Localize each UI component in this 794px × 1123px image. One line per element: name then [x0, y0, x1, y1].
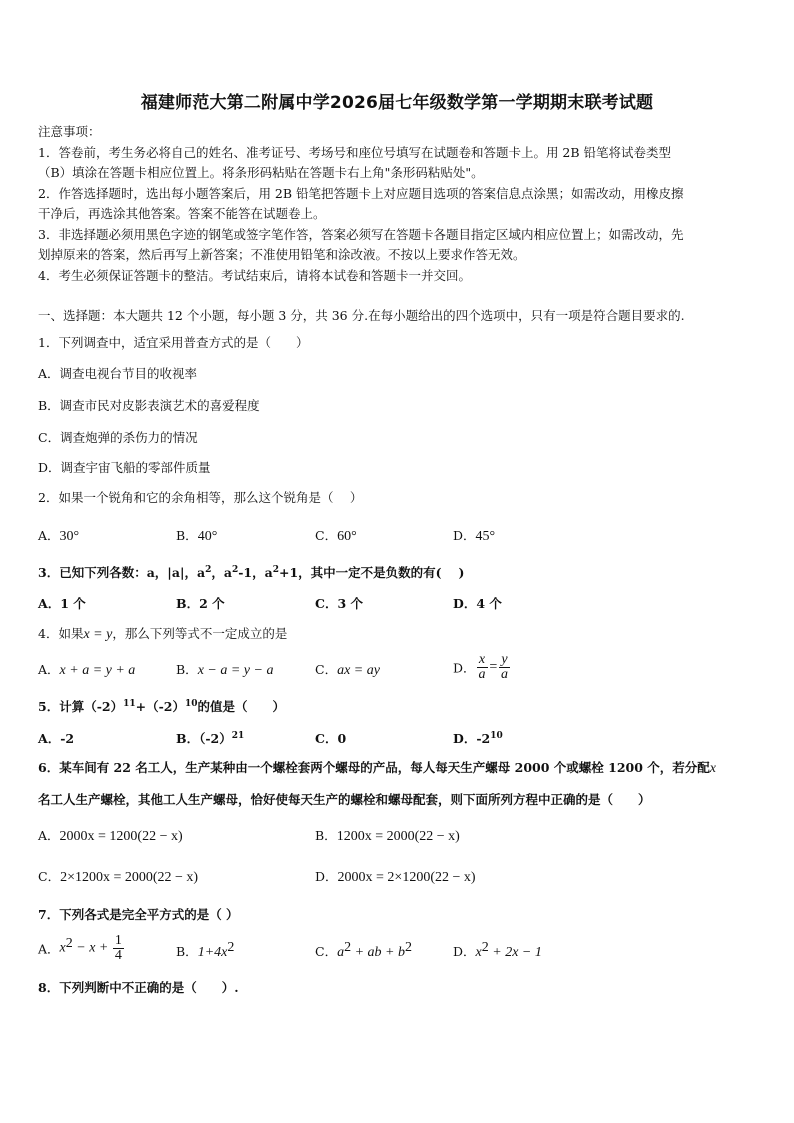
option-label: A． — [38, 662, 60, 677]
option-math: x − a = y − a — [197, 663, 274, 678]
question-4-option-a — [38, 660, 135, 679]
question-6-stem — [38, 754, 762, 813]
option-math: 2000x = 2×1200(22 − x) — [337, 870, 476, 885]
option-math: x — [59, 940, 66, 956]
question-2-option-b — [176, 526, 217, 545]
question-7-stem: 7．下列各式是完全平方式的是（ ） — [38, 907, 239, 922]
question-4-option-c — [315, 660, 380, 679]
stem-text: 的值是（ ） — [197, 699, 286, 714]
question-5-option-c: C．0 — [315, 731, 347, 746]
note-line: 划掉原来的答案，然后再写上新答案；不准使用铅笔和涂改液。不按以上要求作答无效。 — [38, 247, 526, 262]
question-6-option-a — [38, 826, 183, 845]
question-2-stem: 2．如果一个锐角和它的余角相等，那么这个锐角是（ ） — [38, 490, 363, 505]
option-math: x + a = y + a — [59, 663, 136, 678]
superscript: 2 — [227, 939, 235, 955]
option-math: 2×1200x = 2000(22 − x) — [60, 870, 199, 885]
option-label: C． — [315, 528, 338, 543]
fraction — [499, 653, 510, 682]
numerator: y — [499, 653, 510, 668]
note-line: 3．非选择题必须用黑色字迹的钢笔或签字笔作答，答案必须写在答题卡各题目指定区域内相应位置上；如需改动，先 — [38, 226, 684, 242]
stem-text: 3．已知下列各数：a，|a|，a — [38, 565, 206, 580]
option-math: 1200x = 2000(22 − x) — [336, 829, 460, 844]
option-math: 2000x = 1200(22 − x) — [59, 829, 183, 844]
fraction — [477, 653, 488, 682]
question-4-stem — [38, 624, 287, 643]
superscript: 2 — [344, 939, 352, 955]
question-5-stem — [38, 697, 285, 715]
note-line: （B）填涂在答题卡相应位置上。将条形码粘贴在答题卡右上角"条形码粘贴处"。 — [38, 165, 484, 180]
option-label: B． — [176, 944, 198, 959]
question-5-option-a: A．-2 — [38, 731, 75, 746]
option-value: 45° — [475, 529, 496, 544]
option-label: A． — [38, 528, 60, 543]
question-1-option-d: D．调查宇宙飞船的零部件质量 — [38, 460, 211, 475]
superscript: 2 — [65, 935, 73, 951]
option-label: C． — [315, 944, 338, 959]
superscript: 2 — [404, 939, 412, 955]
option-label: D． — [315, 869, 338, 884]
option-label: D． — [453, 660, 476, 676]
question-3-option-d: D．4 个 — [453, 596, 502, 611]
note-line: 4．考生必须保证答题卡的整洁。考试结束后，请将本试卷和答题卡一并交回。 — [38, 267, 471, 283]
option-value: 40° — [197, 529, 218, 544]
notes-block — [38, 122, 760, 286]
question-7-option-c — [315, 939, 412, 961]
numerator: 1 — [114, 933, 122, 948]
option-text: D．-2 — [453, 731, 491, 746]
question-1-stem: 1．下列调查中，适宜采用普查方式的是（ ） — [38, 335, 309, 350]
fraction — [113, 934, 124, 963]
question-7-option-d — [453, 939, 542, 961]
option-math: + ab + b — [351, 945, 405, 960]
denominator: 4 — [114, 948, 122, 963]
superscript: 2 — [205, 564, 212, 575]
option-math: + 2x − 1 — [488, 945, 542, 960]
option-math: a — [337, 945, 345, 960]
question-6-option-b — [315, 826, 460, 845]
numerator: x — [477, 653, 488, 668]
stem-text: 名工人生产螺栓，其他工人生产螺母，恰好使每天生产的螺栓和螺母配套，则下面所列方程中正确的是（ ） — [38, 792, 651, 807]
stem-text: +（-2） — [135, 699, 185, 714]
question-3-option-c: C．3 个 — [315, 596, 363, 611]
superscript: 11 — [123, 698, 136, 709]
question-4-option-d — [453, 653, 511, 682]
superscript: 2 — [481, 939, 489, 955]
stem-text: 5．计算（-2） — [38, 699, 124, 714]
option-value: 60° — [337, 529, 357, 544]
superscript: 10 — [490, 730, 503, 741]
superscript: 21 — [231, 730, 245, 741]
question-2-option-d — [453, 526, 495, 545]
question-3-option-b: B．2 个 — [176, 596, 225, 611]
stem-text: ，那么下列等式不一定成立的是 — [112, 626, 288, 641]
stem-text: +1，其中一定不是负数的有( ) — [279, 565, 465, 580]
option-label: D． — [453, 944, 476, 959]
section-heading: 一、选择题：本大题共 12 个小题，每小题 3 分，共 36 分.在每小题给出的四个选项中，只有一项是符合题目要求的. — [38, 308, 685, 323]
option-label: C． — [315, 662, 338, 677]
option-label: B． — [315, 828, 337, 843]
option-label: C． — [38, 869, 61, 884]
option-math: ax = ay — [337, 663, 380, 678]
note-line: 干净后，再选涂其他答案。答案不能答在试题卷上。 — [38, 206, 326, 221]
math-condition: x = y — [83, 627, 113, 642]
stem-text: 6．某车间有 22 名工人，生产某种由一个螺栓套两个螺母的产品，每人每天生产螺母 2000 个或螺栓 1200 个，若分配 — [38, 760, 710, 775]
question-6-option-c — [38, 867, 198, 886]
question-3-stem — [38, 563, 464, 581]
notes-heading: 注意事项： — [38, 124, 101, 139]
question-5-option-d — [453, 729, 503, 747]
question-3-option-a: A．1 个 — [38, 596, 86, 611]
option-math: x — [475, 945, 482, 960]
option-math: 1+4x — [197, 945, 228, 960]
option-label: D． — [453, 528, 476, 543]
stem-text: 4．如果 — [38, 626, 84, 641]
math-variable: x — [709, 761, 717, 776]
stem-text: ，a — [211, 565, 232, 580]
question-8-stem: 8．下列判断中不正确的是（ ）. — [38, 980, 239, 995]
question-5-option-b — [176, 729, 244, 747]
denominator: a — [478, 667, 486, 682]
option-value: 30° — [59, 529, 80, 544]
question-1-option-b: B．调查市民对皮影表演艺术的喜爱程度 — [38, 398, 260, 413]
option-label: B． — [176, 528, 198, 543]
question-1-option-c: C．调查炮弹的杀伤力的情况 — [38, 430, 198, 445]
question-7-option-b — [176, 939, 235, 961]
question-2-option-a — [38, 526, 79, 545]
stem-text: -1，a — [238, 565, 273, 580]
question-6-option-d — [315, 867, 476, 886]
note-line: 2．作答选择题时，选出每小题答案后，用 2B 铅笔把答题卡上对应题目选项的答案信息点涂黑；如需改动，用橡皮擦 — [38, 185, 684, 201]
equals-sign: = — [488, 659, 498, 675]
option-text: B．（-2） — [176, 731, 232, 746]
superscript: 2 — [231, 564, 239, 575]
question-7-option-a — [38, 934, 125, 963]
question-2-option-c — [315, 526, 357, 545]
option-label: B． — [176, 662, 198, 677]
question-1-option-a: A．调查电视台节目的收视率 — [38, 366, 198, 381]
superscript: 2 — [272, 564, 279, 575]
note-line: 1．答卷前，考生务必将自己的姓名、准考证号、考场号和座位号填写在试题卷和答题卡上。用 2B 铅笔将试卷类型 — [38, 144, 672, 160]
option-label: A． — [38, 828, 60, 843]
denominator: a — [500, 667, 508, 682]
page-title: 福建师范大第二附属中学2026届七年级数学第一学期期末联考试题 — [140, 93, 654, 113]
option-math: − x + — [72, 940, 112, 956]
option-label: A． — [38, 941, 60, 957]
superscript: 10 — [184, 698, 198, 709]
question-4-option-b — [176, 660, 273, 679]
